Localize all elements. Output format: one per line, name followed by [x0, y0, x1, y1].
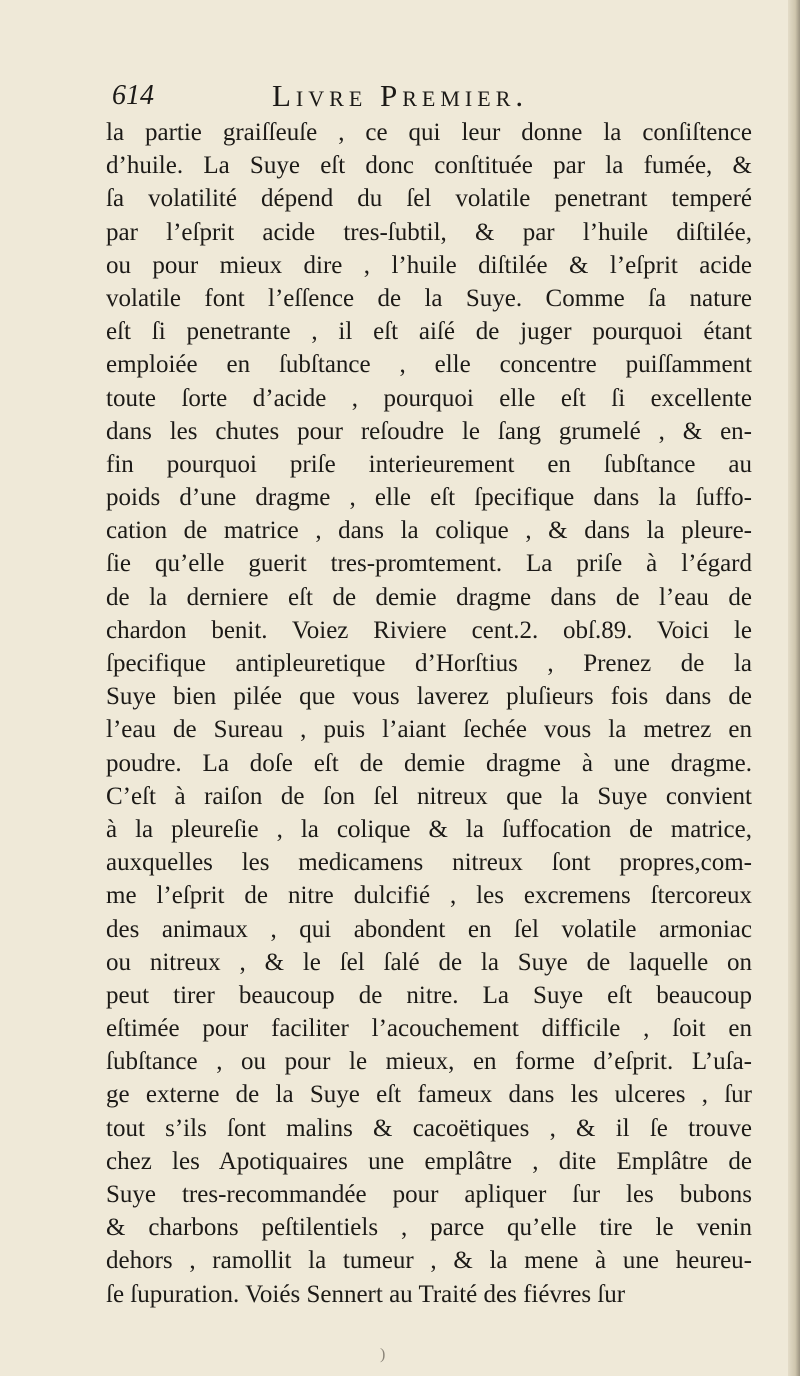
text-line: C’eſt à raiſon de ſon ſel nitreux que la Suye convient: [106, 782, 752, 810]
text-line: à la pleureſie , la colique & la ſuffocation de matrice,: [106, 815, 752, 843]
text-line: chardon benit. Voiez Riviere cent.2. obſ.89. Voici le: [106, 616, 752, 644]
text-line: l’eau de Sureau , puis l’aiant ſechée vous la metrez en: [106, 716, 752, 744]
text-line: ou nitreux , & le ſel ſalé de la Suye de laquelle on: [106, 948, 752, 976]
text-line: peut tirer beaucoup de nitre. La Suye eſt beaucoup: [106, 981, 752, 1009]
text-line: tout s’ils ſont malins & cacoëtiques , & il ſe trouve: [106, 1114, 752, 1142]
text-line: ge externe de la Suye eſt fameux dans les ulceres , ſur: [106, 1081, 752, 1109]
text-line: par l’eſprit acide tres-ſubtil, & par l’huile diſtilée,: [106, 218, 752, 246]
text-line: ſe ſupuration. Voiés Sennert au Traité des fiévres ſur: [106, 1280, 626, 1308]
text-line: ſie qu’elle guerit tres-promtement. La priſe à l’égard: [106, 550, 752, 578]
text-line: dans les chutes pour reſoudre le ſang grumelé , & en-: [106, 417, 752, 445]
body-text: [106, 116, 752, 1311]
text-line: la partie graiſſeuſe , ce qui leur donne la conſiſtence: [106, 119, 752, 146]
text-line: cation de matrice , dans la colique , & dans la pleure-: [106, 517, 752, 545]
text-line: d’huile. La Suye eſt donc conſtituée par la fumée, &: [106, 152, 752, 180]
text-line: ou pour mieux dire , l’huile diſtilée & l’eſprit acide: [106, 251, 752, 279]
text-line: fin pourquoi priſe interieurement en ſubſtance au: [106, 450, 752, 478]
footer-mark: ): [380, 1346, 386, 1363]
text-line: emploiée en ſubſtance , elle concentre puiſſamment: [106, 351, 752, 379]
text-line: ſa volatilité dépend du ſel volatile penetrant temperé: [106, 185, 752, 213]
page-header: [112, 78, 752, 118]
text-line: auxquelles les medicamens nitreux ſont propres,com-: [106, 849, 752, 877]
text-line: chez les Apotiquaires une emplâtre , dite Emplâtre de: [106, 1147, 752, 1175]
page-number: 614: [112, 80, 154, 111]
text-line: toute ſorte d’acide , pourquoi elle eſt ſi excellente: [106, 384, 752, 412]
text-line: Suye tres-recommandée pour apliquer ſur les bubons: [106, 1181, 752, 1208]
text-line: poudre. La doſe eſt de demie dragme à une dragme.: [106, 749, 752, 777]
page-edge: [788, 0, 800, 1376]
text-line: poids d’une dragme , elle eſt ſpecifique dans la ſuffo-: [106, 484, 752, 512]
text-line: eſt ſi penetrante , il eſt aiſé de juger pourquoi étant: [106, 318, 752, 346]
text-line: volatile font l’eſſence de la Suye. Comme ſa nature: [106, 284, 752, 312]
text-line: eſtimée pour faciliter l’acouchement difficile , ſoit en: [106, 1015, 752, 1043]
text-line: de la derniere eſt de demie dragme dans de l’eau de: [106, 583, 752, 611]
text-line: dehors , ramollit la tumeur , & la mene à une heureu-: [106, 1247, 752, 1275]
text-line: Suye bien pilée que vous laverez pluſieurs fois dans de: [106, 683, 752, 711]
text-line: des animaux , qui abondent en ſel volatile armoniac: [106, 915, 752, 943]
text-line: ſubſtance , ou pour le mieux, en forme d’eſprit. L’uſa-: [106, 1048, 752, 1076]
running-title: Livre Premier.: [272, 78, 529, 113]
text-line: ſpecifique antipleuretique d’Horſtius , Prenez de la: [106, 650, 752, 677]
text-line: & charbons peſtilentiels , parce qu’elle tire le venin: [106, 1214, 752, 1242]
text-line: me l’eſprit de nitre dulcifié , les excremens ſtercoreux: [106, 882, 752, 910]
